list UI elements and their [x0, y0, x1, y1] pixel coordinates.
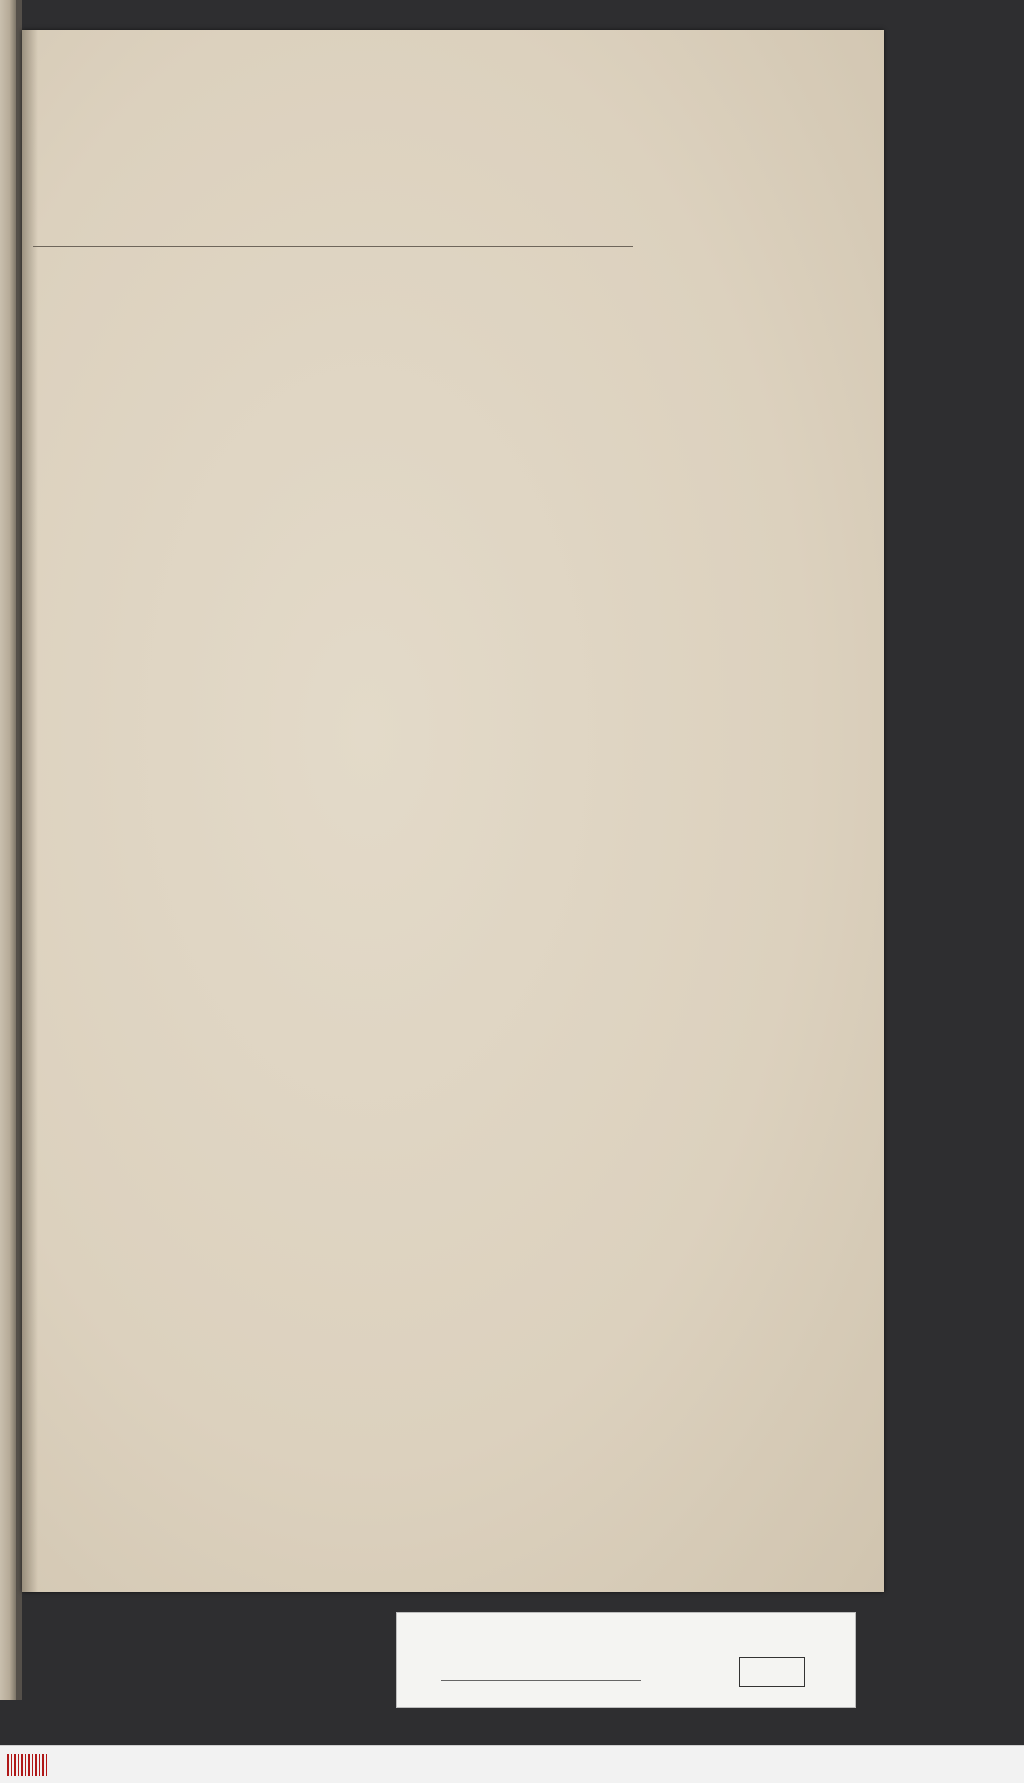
swatch-white — [788, 1658, 804, 1686]
left-page-edge — [0, 0, 16, 1700]
swatch-dark-gray — [756, 1658, 772, 1686]
header-rule — [33, 246, 633, 247]
status-bar — [0, 1745, 1024, 1783]
swatch-light-gray — [772, 1658, 788, 1686]
page-shadow — [22, 30, 38, 1592]
swatch-black — [740, 1658, 756, 1686]
scanned-page — [22, 30, 884, 1592]
library-color-card — [396, 1612, 856, 1708]
running-header — [68, 218, 628, 248]
scale-ruler — [441, 1655, 641, 1681]
hab-logo-icon — [7, 1754, 47, 1776]
gray-scale-swatches — [739, 1657, 805, 1687]
